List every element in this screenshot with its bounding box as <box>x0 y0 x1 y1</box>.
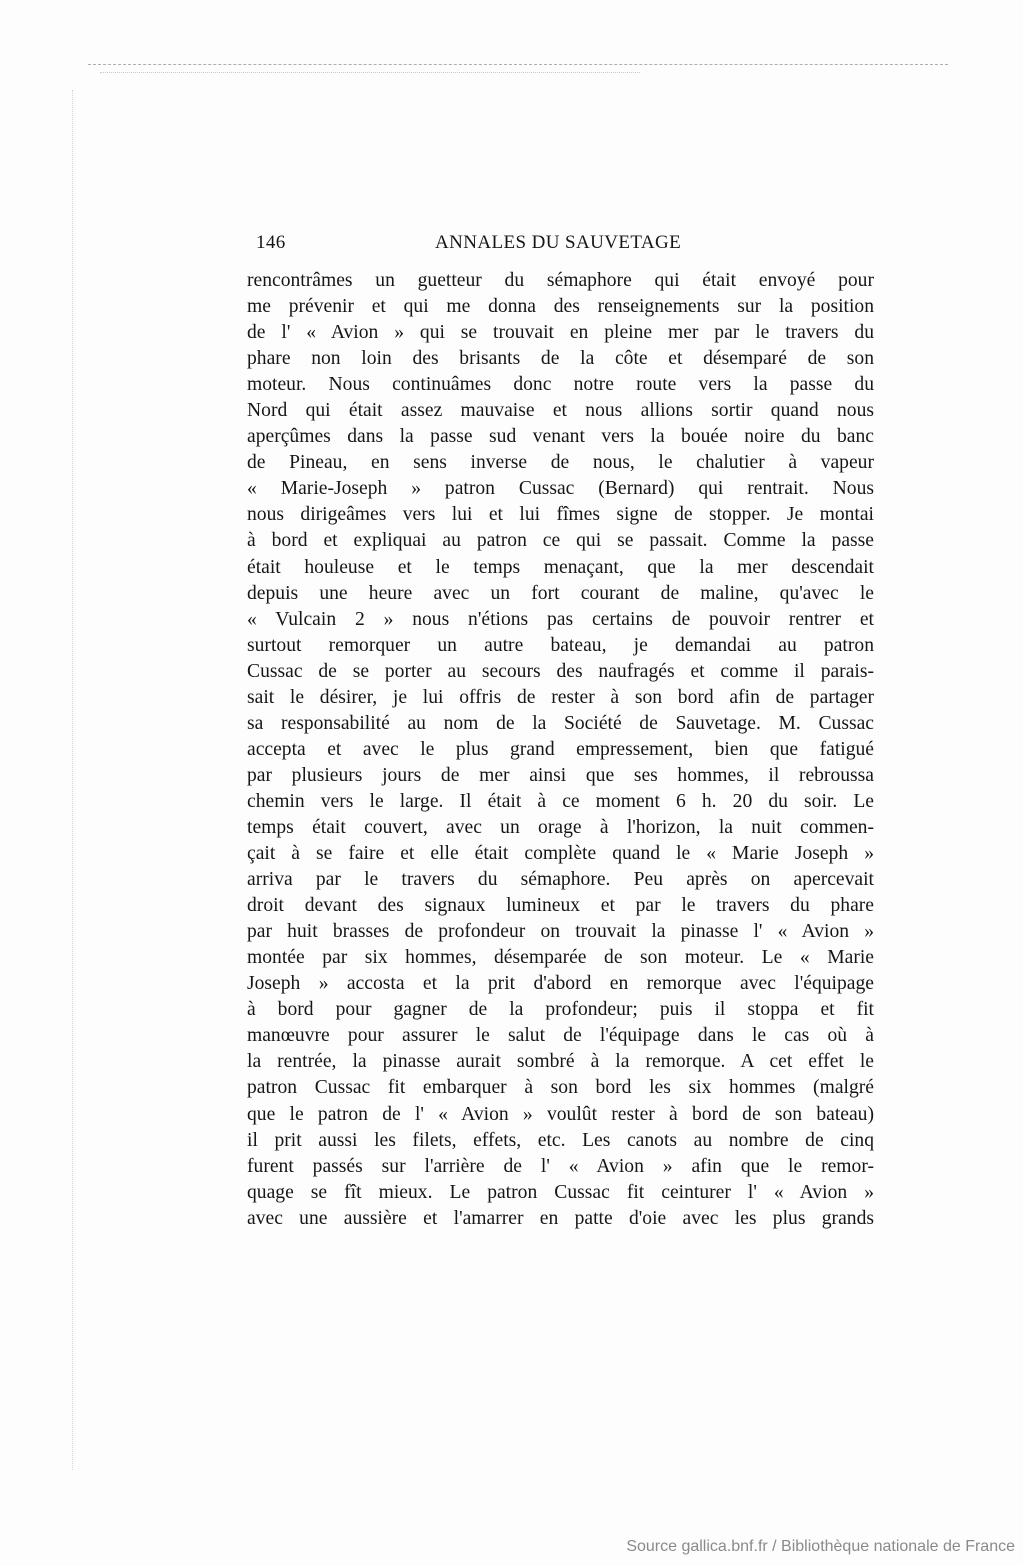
page-number: 146 <box>256 232 286 253</box>
text-line: chemin vers le large. Il était à ce moment 6 h. 20 du soir. Le <box>247 790 874 812</box>
text-line: que le patron de l' « Avion » voulût rester à bord de son bateau) <box>247 1103 874 1125</box>
text-line: quage se fît mieux. Le patron Cussac fit ceinturer l' « Avion » <box>247 1181 874 1203</box>
text-line: montée par six hommes, désemparée de son moteur. Le « Marie <box>247 947 874 969</box>
scan-edge-rule <box>88 64 948 65</box>
text-line: à bord pour gagner de la profondeur; puis il stoppa et fit <box>247 999 874 1021</box>
text-line: droit devant des signaux lumineux et par le travers du phare <box>247 895 874 917</box>
running-head <box>256 232 876 262</box>
text-line: temps était couvert, avec un orage à l'horizon, la nuit commen- <box>247 816 874 838</box>
text-line: aperçûmes dans la passe sud venant vers la bouée noire du banc <box>247 426 874 448</box>
text-line: furent passés sur l'arrière de l' « Avion » afin que le remor- <box>247 1155 874 1177</box>
text-line: était houleuse et le temps menaçant, que la mer descendait <box>247 556 874 578</box>
text-line: la rentrée, la pinasse aurait sombré à la remorque. A cet effet le <box>247 1051 874 1073</box>
text-line: « Marie-Joseph » patron Cussac (Bernard) qui rentrait. Nous <box>247 478 874 500</box>
text-line: par plusieurs jours de mer ainsi que ses hommes, il rebroussa <box>247 764 874 786</box>
text-line: phare non loin des brisants de la côte et désemparé de son <box>247 348 874 370</box>
text-line: surtout remorquer un autre bateau, je demandai au patron <box>247 634 874 656</box>
text-line: à bord et expliquai au patron ce qui se passait. Comme la passe <box>247 530 874 552</box>
source-credit[interactable]: Source gallica.bnf.fr / Bibliothèque nationale de France <box>626 1538 1015 1555</box>
text-line: « Vulcain 2 » nous n'étions pas certains de pouvoir rentrer et <box>247 608 874 630</box>
text-line: nous dirigeâmes vers lui et lui fîmes signe de stopper. Je montai <box>247 504 874 526</box>
running-title: ANNALES DU SAUVETAGE <box>435 232 682 253</box>
text-line: manœuvre pour assurer le salut de l'équipage dans le cas où à <box>247 1025 874 1047</box>
text-line: sa responsabilité au nom de la Société de Sauvetage. M. Cussac <box>247 712 874 734</box>
text-line: me prévenir et qui me donna des renseignements sur la position <box>247 296 874 318</box>
text-line: Joseph » accosta et la prit d'abord en remorque avec l'équipage <box>247 973 874 995</box>
text-line: Nord qui était assez mauvaise et nous allions sortir quand nous <box>247 400 874 422</box>
text-line: accepta et avec le plus grand empressement, bien que fatigué <box>247 738 874 760</box>
text-line: Cussac de se porter au secours des naufragés et comme il parais- <box>247 660 874 682</box>
text-line: il prit aussi les filets, effets, etc. Les canots au nombre de cinq <box>247 1129 874 1151</box>
text-line: sait le désirer, je lui offris de rester à son bord afin de partager <box>247 686 874 708</box>
text-line: depuis une heure avec un fort courant de maline, qu'avec le <box>247 582 874 604</box>
body-text <box>247 268 874 1232</box>
text-line: avec une aussière et l'amarrer en patte d'oie avec les plus grands <box>247 1207 874 1229</box>
text-line: patron Cussac fit embarquer à son bord les six hommes (malgré <box>247 1077 874 1099</box>
text-line: de l' « Avion » qui se trouvait en pleine mer par le travers du <box>247 322 874 344</box>
text-line: rencontrâmes un guetteur du sémaphore qui était envoyé pour <box>247 270 874 291</box>
text-line: de Pineau, en sens inverse de nous, le chalutier à vapeur <box>247 452 874 474</box>
text-line: par huit brasses de profondeur on trouvait la pinasse l' « Avion » <box>247 921 874 943</box>
scan-edge-rule-secondary <box>100 72 640 73</box>
text-line: arriva par le travers du sémaphore. Peu après on apercevait <box>247 869 874 891</box>
text-line: çait à se faire et elle était complète quand le « Marie Joseph » <box>247 843 874 865</box>
scan-left-edge <box>72 90 73 1470</box>
text-line: moteur. Nous continuâmes donc notre route vers la passe du <box>247 374 874 396</box>
